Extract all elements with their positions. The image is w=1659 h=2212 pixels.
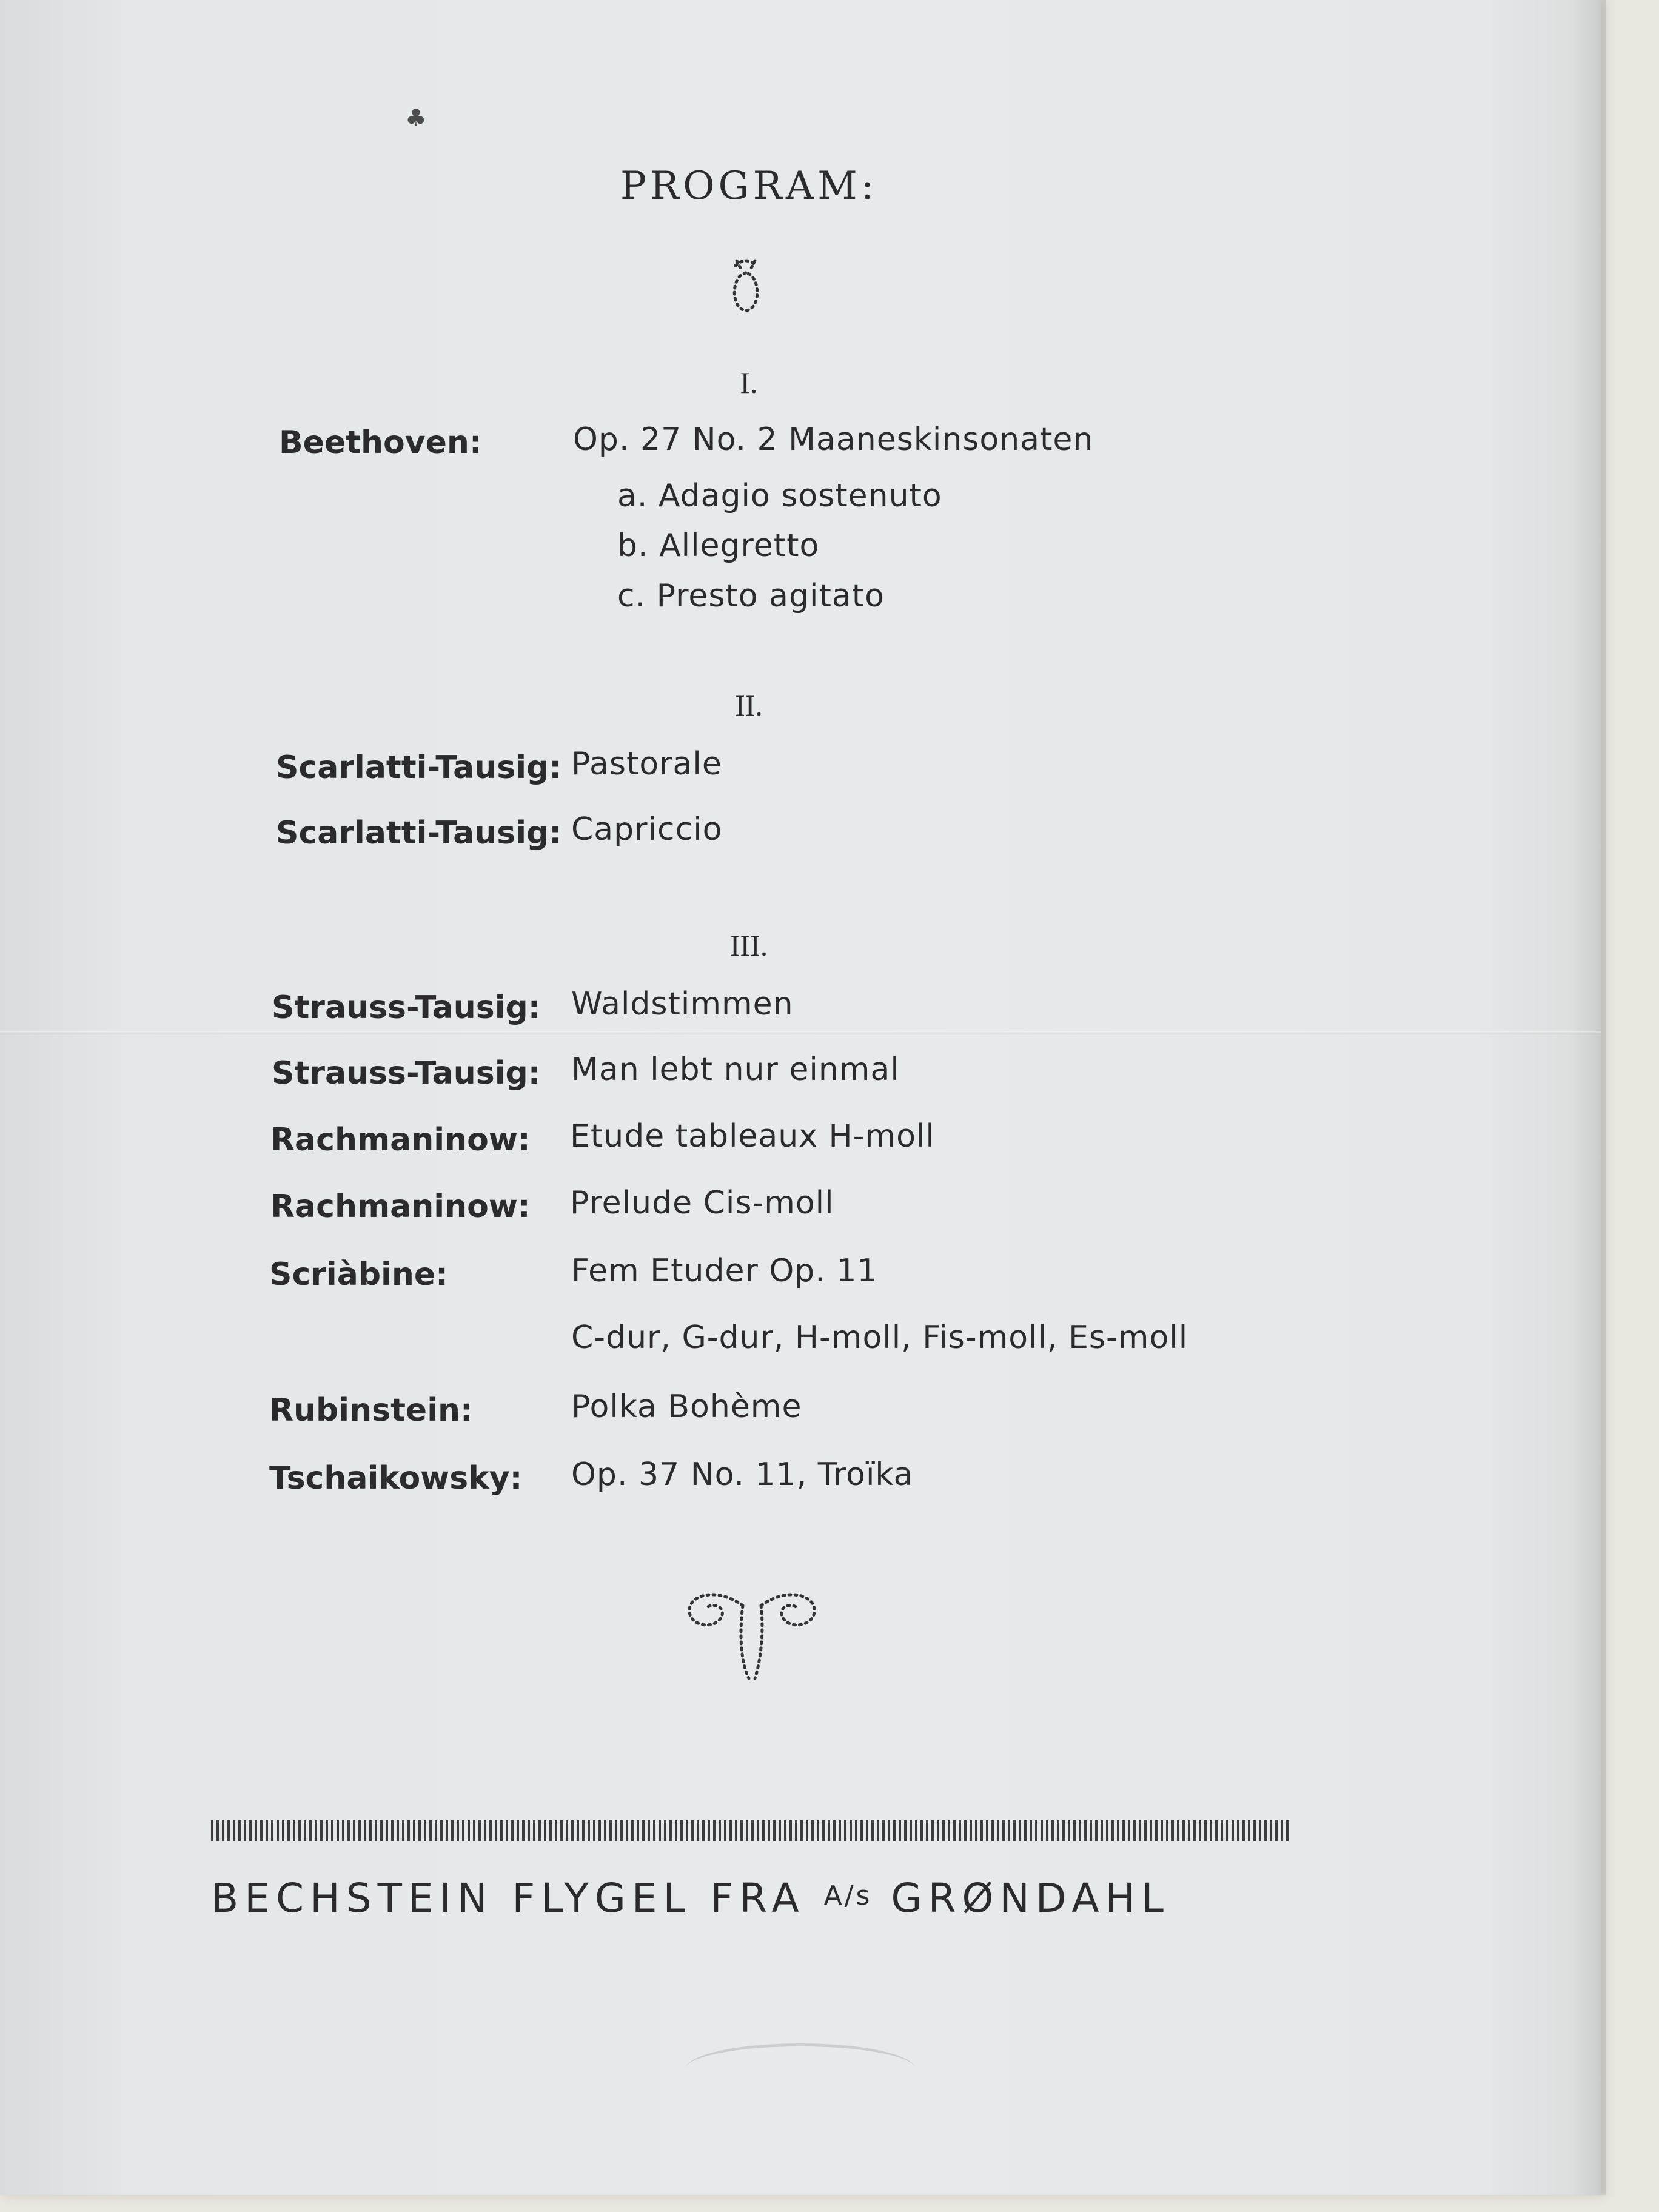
ink-blot-icon: ♣ <box>405 104 427 132</box>
movement-item: a. Adagio sostenuto <box>617 478 942 514</box>
top-ornament-icon <box>725 255 767 315</box>
composer-name: Scarlatti-Tausig: <box>276 815 562 851</box>
work-title: Pastorale <box>571 746 722 782</box>
composer-name: Strauss-Tausig: <box>272 1055 541 1091</box>
movement-item: b. Allegretto <box>617 528 820 564</box>
section-numeral-1: I. <box>740 366 758 400</box>
composer-name: Scriàbine: <box>269 1256 448 1293</box>
composer-name: Rubinstein: <box>269 1392 473 1429</box>
composer-name: Strauss-Tausig: <box>272 990 541 1026</box>
work-title: Op. 37 No. 11, Troïka <box>571 1456 914 1493</box>
paper-edge-shadow <box>1569 0 1606 2195</box>
work-title: Polka Bohème <box>571 1389 802 1425</box>
footer-text-3: GRØNDAHL <box>891 1875 1170 1922</box>
footer-text-1: BECHSTEIN FLYGEL FRA <box>211 1875 805 1922</box>
composer-name: Beethoven: <box>279 424 482 461</box>
work-title: Capriccio <box>571 811 723 848</box>
footer-credit <box>211 1875 1170 1922</box>
composer-name: Rachmaninow: <box>270 1122 531 1158</box>
work-title: Waldstimmen <box>571 986 794 1022</box>
paper-crease <box>685 2043 916 2095</box>
program-title: PROGRAM: <box>620 164 878 209</box>
work-title: Prelude Cis-moll <box>570 1185 834 1221</box>
work-title: Man lebt nur einmal <box>571 1051 900 1088</box>
movement-item: c. Presto agitato <box>617 578 885 614</box>
decorative-rule <box>211 1820 1292 1841</box>
composer-name: Scarlatti-Tausig: <box>276 749 562 786</box>
bottom-ornament-icon <box>682 1581 822 1684</box>
work-title: Op. 27 No. 2 Maaneskinsonaten <box>573 421 1094 458</box>
section-numeral-3: III. <box>729 928 768 962</box>
paper-fold <box>0 1031 1601 1034</box>
footer-text-2: A/s <box>823 1880 873 1911</box>
work-title: Etude tableaux H-moll <box>570 1118 935 1155</box>
composer-name: Tschaikowsky: <box>269 1460 523 1496</box>
work-continuation: C-dur, G-dur, H-moll, Fis-moll, Es-moll <box>571 1319 1188 1356</box>
work-title: Fem Etuder Op. 11 <box>571 1253 878 1289</box>
section-numeral-2: II. <box>735 688 763 722</box>
composer-name: Rachmaninow: <box>270 1188 531 1225</box>
